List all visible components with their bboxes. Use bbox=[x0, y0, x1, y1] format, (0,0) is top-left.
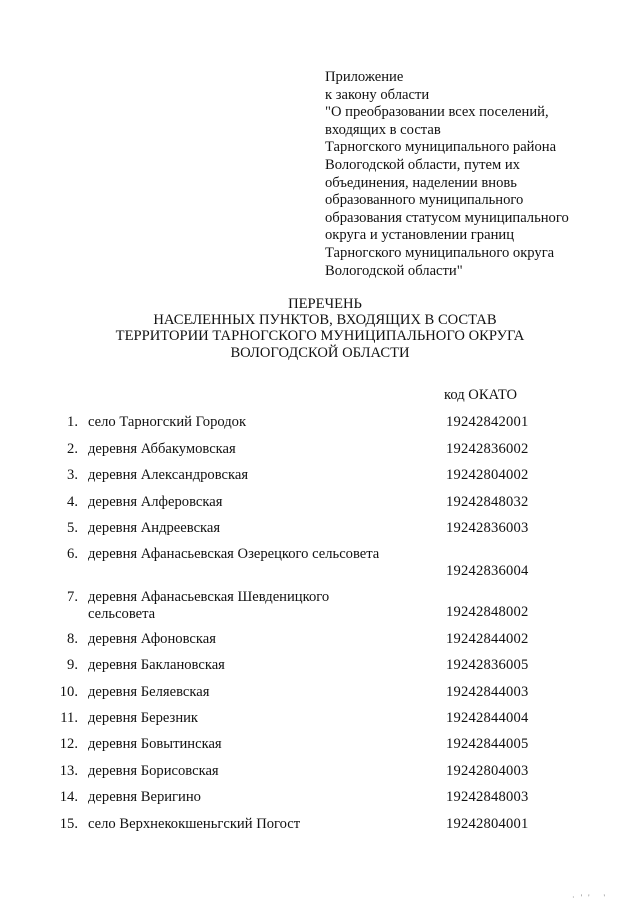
item-number: 11. bbox=[60, 710, 78, 726]
appendix-line: образования статусом муниципального bbox=[325, 209, 569, 226]
item-number: 9. bbox=[67, 657, 78, 673]
appendix-line: к закону области bbox=[325, 86, 430, 103]
item-number: 5. bbox=[67, 520, 78, 536]
item-name: деревня Афанасьевская Озерецкого сельсовета bbox=[88, 546, 380, 562]
item-okato-code: 19242848002 bbox=[446, 604, 529, 620]
item-number: 12. bbox=[59, 736, 78, 752]
item-number: 8. bbox=[67, 631, 78, 647]
item-number: 7. bbox=[67, 589, 78, 605]
item-name: деревня Веригино bbox=[88, 789, 201, 805]
item-number: 2. bbox=[67, 441, 78, 457]
item-number: 6. bbox=[67, 546, 78, 562]
item-okato-code: 19242848032 bbox=[446, 494, 529, 510]
item-name: деревня Аббакумовская bbox=[88, 441, 236, 457]
title-line: ПЕРЕЧЕНЬ bbox=[288, 296, 362, 312]
appendix-line: объединения, наделении вновь bbox=[325, 174, 517, 191]
document-title bbox=[0, 296, 640, 361]
item-name: деревня Андреевская bbox=[88, 520, 221, 536]
appendix-line: Тарногского муниципального округа bbox=[325, 244, 555, 261]
item-okato-code: 19242836004 bbox=[446, 563, 529, 579]
title-line: ВОЛОГОДСКОЙ ОБЛАСТИ bbox=[230, 344, 410, 361]
appendix-header bbox=[325, 69, 625, 280]
item-name: деревня Афанасьевская Шевденицкого сельсовета bbox=[88, 589, 330, 622]
item-number: 14. bbox=[59, 789, 78, 805]
appendix-line: Тарногского муниципального района bbox=[325, 139, 557, 156]
appendix-line: округа и установлении границ bbox=[325, 227, 514, 244]
item-number: 4. bbox=[67, 494, 78, 510]
item-okato-code: 19242836003 bbox=[446, 520, 529, 536]
item-okato-code: 19242844004 bbox=[446, 710, 529, 726]
item-name: деревня Бовытинская bbox=[88, 736, 222, 752]
title-line: ТЕРРИТОРИИ ТАРНОГСКОГО МУНИЦИПАЛЬНОГО ОКРУГА bbox=[115, 328, 525, 345]
item-okato-code: 19242842001 bbox=[446, 414, 529, 430]
item-number: 3. bbox=[67, 467, 78, 483]
item-okato-code: 19242844005 bbox=[446, 736, 529, 752]
item-name: село Верхнекокшеньгский Погост bbox=[88, 816, 301, 832]
item-okato-code: 19242836005 bbox=[446, 657, 529, 673]
item-name: деревня Алферовская bbox=[88, 494, 223, 510]
item-name: деревня Березник bbox=[88, 710, 199, 726]
item-name: село Тарногский Городок bbox=[88, 414, 247, 430]
scan-marks: · ' ' ' bbox=[572, 893, 607, 902]
item-name: деревня Баклановская bbox=[88, 657, 225, 673]
item-okato-code: 19242836002 bbox=[446, 441, 529, 457]
appendix-line: Вологодской области, путем их bbox=[325, 156, 520, 173]
item-number: 10. bbox=[59, 684, 78, 700]
appendix-line: образованного муниципального bbox=[325, 192, 524, 209]
item-name: деревня Александровская bbox=[88, 467, 249, 483]
item-number: 13. bbox=[59, 763, 78, 779]
item-number: 1. bbox=[67, 414, 78, 430]
item-okato-code: 19242804003 bbox=[446, 763, 529, 779]
item-number: 15. bbox=[59, 816, 78, 832]
item-okato-code: 19242848003 bbox=[446, 789, 529, 805]
appendix-line: Вологодской области" bbox=[325, 262, 463, 279]
item-okato-code: 19242844003 bbox=[446, 684, 529, 700]
appendix-line: "О преобразовании всех поселений, bbox=[325, 104, 549, 121]
item-okato-code: 19242844002 bbox=[446, 631, 529, 647]
okato-column-header: код ОКАТО bbox=[444, 387, 518, 403]
item-name: деревня Афоновская bbox=[88, 631, 216, 647]
title-line: НАСЕЛЕННЫХ ПУНКТОВ, ВХОДЯЩИХ В СОСТАВ bbox=[153, 312, 497, 329]
item-name: деревня Беляевская bbox=[88, 684, 210, 700]
item-okato-code: 19242804001 bbox=[446, 816, 529, 832]
appendix-line: Приложение bbox=[325, 69, 404, 85]
item-okato-code: 19242804002 bbox=[446, 467, 529, 483]
appendix-line: входящих в состав bbox=[325, 121, 441, 138]
item-name: деревня Борисовская bbox=[88, 763, 219, 779]
